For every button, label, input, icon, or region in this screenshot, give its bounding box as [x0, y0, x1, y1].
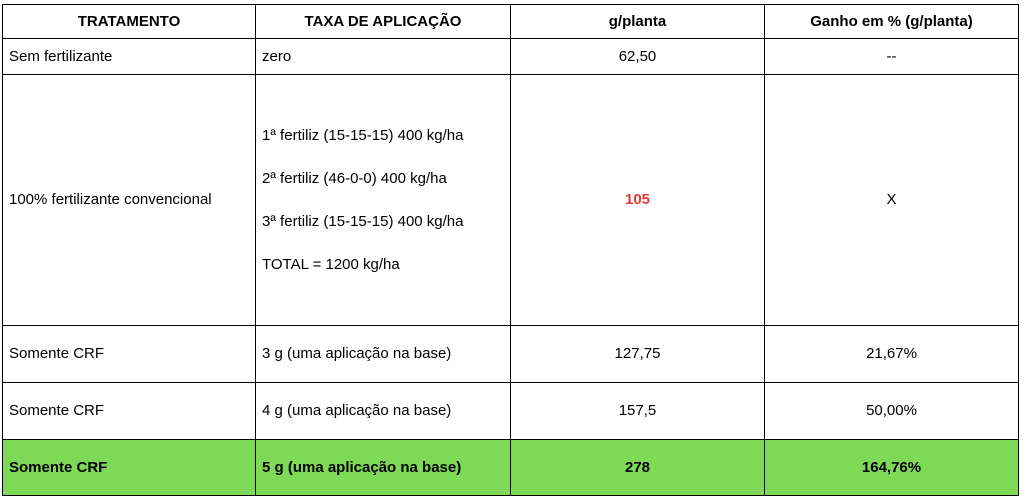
header-taxa-aplicacao: TAXA DE APLICAÇÃO [256, 5, 511, 39]
cell-tratamento: Somente CRF [3, 440, 256, 496]
cell-taxa [256, 75, 511, 326]
highlighted-value: 105 [624, 191, 651, 208]
rate-line: 2ª fertiliz (46-0-0) 400 kg/ha [262, 169, 447, 187]
cell-tratamento: 100% fertilizante convencional [3, 75, 256, 326]
table-header-row [3, 5, 1019, 39]
rate-line: 3ª fertiliz (15-15-15) 400 kg/ha [262, 212, 464, 230]
rate-total: TOTAL = 1200 kg/ha [262, 255, 400, 273]
cell-ganho: 21,67% [765, 326, 1019, 383]
cell-taxa: zero [256, 39, 511, 75]
header-g-planta: g/planta [511, 5, 765, 39]
cell-taxa: 5 g (uma aplicação na base) [256, 440, 511, 496]
table-row [3, 75, 1019, 326]
cell-g-planta: 278 [511, 440, 765, 496]
cell-g-planta: 157,5 [511, 383, 765, 440]
table-row [3, 326, 1019, 383]
cell-taxa: 3 g (uma aplicação na base) [256, 326, 511, 383]
fertilizer-results-table [2, 4, 1019, 496]
cell-g-planta: 127,75 [511, 326, 765, 383]
table-row-highlighted [3, 440, 1019, 496]
cell-taxa: 4 g (uma aplicação na base) [256, 383, 511, 440]
table-row [3, 383, 1019, 440]
cell-ganho: X [765, 75, 1019, 326]
cell-tratamento: Sem fertilizante [3, 39, 256, 75]
header-tratamento: TRATAMENTO [3, 5, 256, 39]
cell-ganho: -- [765, 39, 1019, 75]
cell-ganho: 164,76% [765, 440, 1019, 496]
cell-tratamento: Somente CRF [3, 326, 256, 383]
cell-ganho: 50,00% [765, 383, 1019, 440]
table-row [3, 39, 1019, 75]
cell-g-planta: 62,50 [511, 39, 765, 75]
cell-g-planta [511, 75, 765, 326]
cell-tratamento: Somente CRF [3, 383, 256, 440]
header-ganho: Ganho em % (g/planta) [765, 5, 1019, 39]
rate-line: 1ª fertiliz (15-15-15) 400 kg/ha [262, 126, 464, 144]
